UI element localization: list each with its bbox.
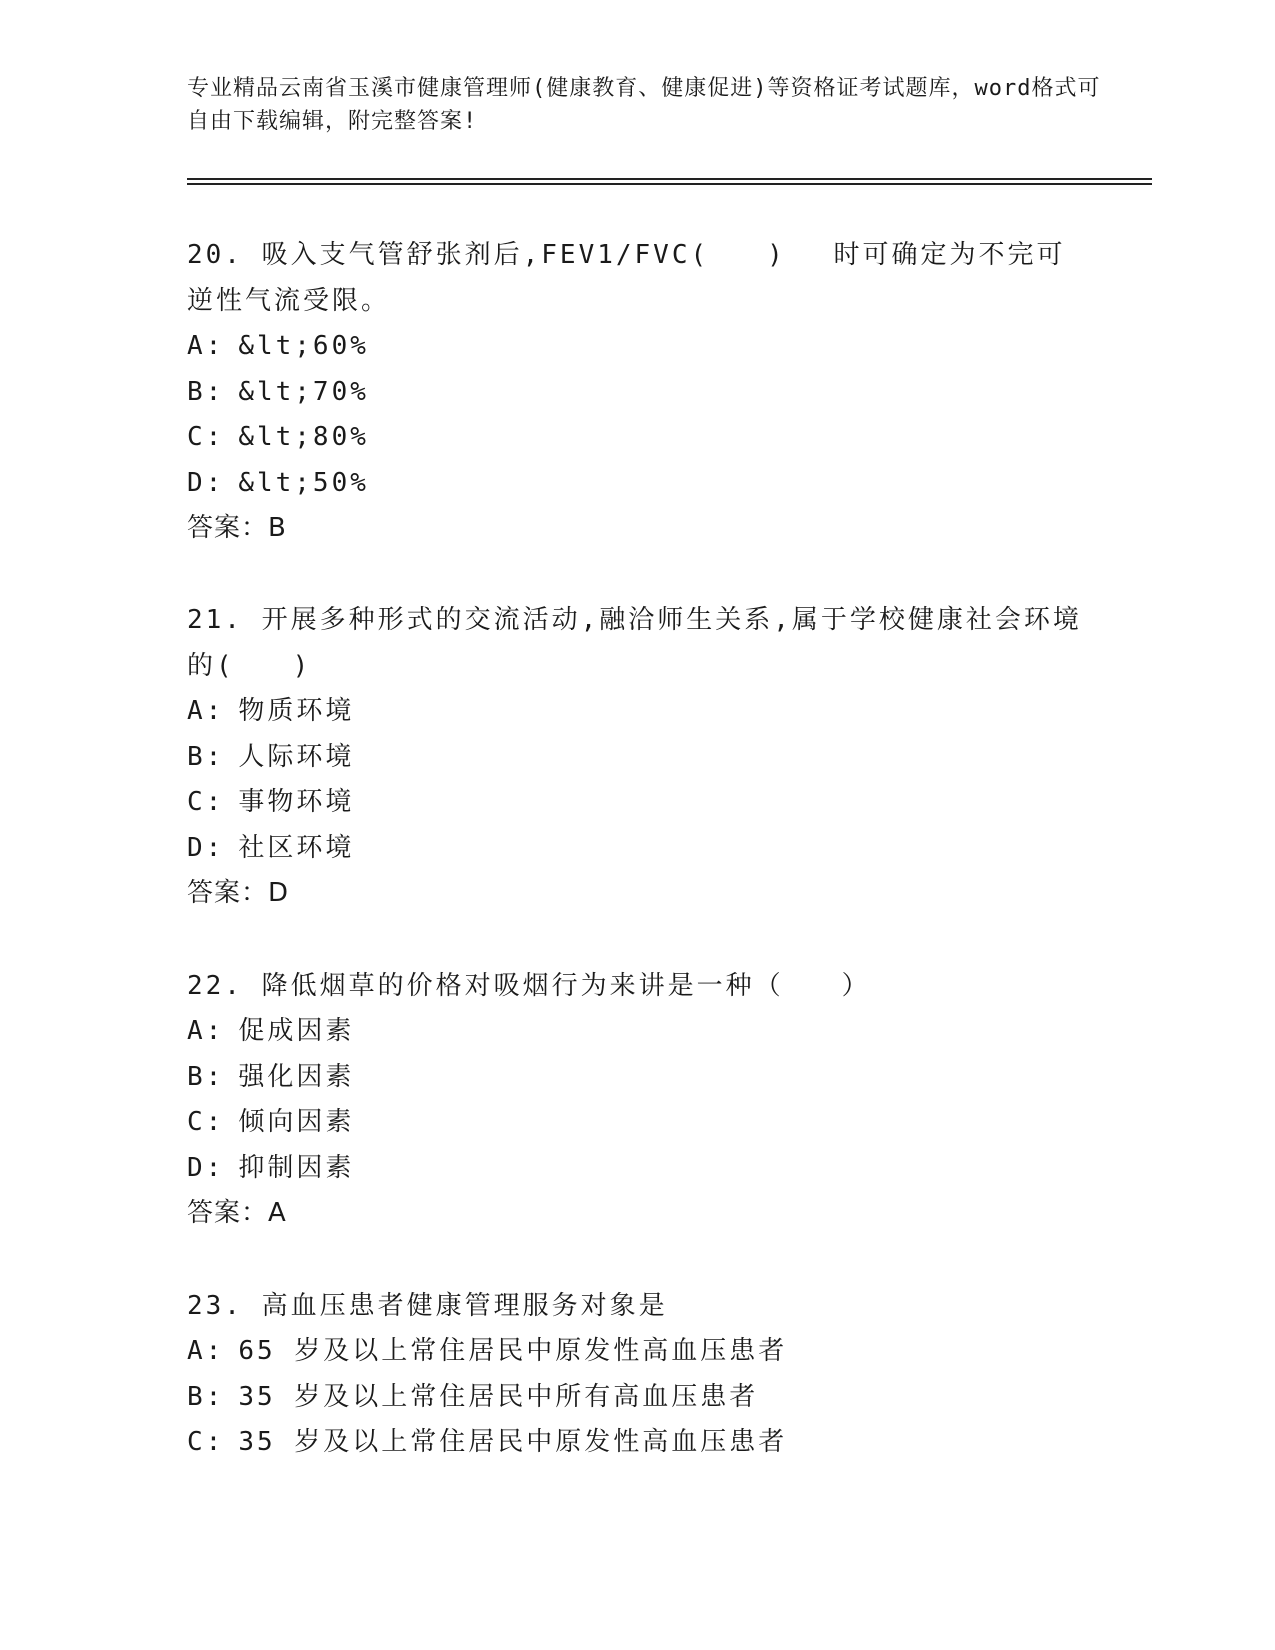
- header-divider-top: [187, 178, 1152, 180]
- option-a: [187, 689, 1087, 735]
- document-header: [187, 72, 1107, 138]
- option-d: [187, 826, 1087, 872]
- option-label: B:: [187, 376, 225, 407]
- option-text: &lt;80%: [238, 422, 369, 452]
- option-label: A:: [187, 1336, 225, 1366]
- option-c: [187, 1420, 1087, 1466]
- option-label: C:: [187, 1107, 225, 1137]
- option-b: [187, 1055, 1087, 1101]
- option-label: A:: [187, 696, 225, 726]
- question-text: 21. 开展多种形式的交流活动,融洽师生关系,属于学校健康社会环境的( ): [187, 605, 1082, 681]
- option-c: [187, 1100, 1087, 1146]
- option-d: [187, 1146, 1087, 1192]
- question-23: [187, 1283, 1087, 1466]
- option-label: D:: [187, 467, 225, 498]
- option-b: [187, 735, 1087, 781]
- option-text: 促成因素: [238, 1016, 355, 1046]
- option-label: C:: [187, 1427, 225, 1457]
- question-text: 20. 吸入支气管舒张剂后,FEV1/FVC( ) 时可确定为不完可逆性气流受限。: [187, 240, 1066, 316]
- answer-line: 答案：D: [187, 878, 290, 908]
- option-a: [187, 324, 1087, 370]
- option-text: 65 岁及以上常住居民中原发性高血压患者: [238, 1336, 788, 1366]
- option-text: 人际环境: [238, 741, 355, 772]
- question-text: 23. 高血压患者健康管理服务对象是: [187, 1291, 668, 1321]
- option-text: 社区环境: [238, 832, 355, 863]
- option-a: [187, 1329, 1087, 1375]
- header-divider-bottom: [187, 183, 1152, 185]
- option-text: &lt;70%: [238, 376, 369, 407]
- option-text: &lt;60%: [238, 331, 369, 361]
- question-20: [187, 232, 1087, 551]
- answer-line: 答案：A: [187, 1198, 287, 1228]
- option-label: D:: [187, 832, 225, 863]
- option-label: C:: [187, 787, 225, 817]
- option-text: 强化因素: [238, 1061, 355, 1092]
- option-text: 倾向因素: [238, 1107, 355, 1137]
- option-label: B:: [187, 1381, 225, 1412]
- question-text: 22. 降低烟草的价格对吸烟行为来讲是一种（ ）: [187, 971, 871, 1001]
- option-label: A:: [187, 331, 225, 361]
- answer-line: 答案：B: [187, 513, 287, 543]
- option-text: 物质环境: [238, 696, 355, 726]
- option-text: 35 岁及以上常住居民中原发性高血压患者: [238, 1427, 788, 1457]
- header-intro-text: 专业精品云南省玉溪市健康管理师(健康教育、健康促进)等资格证考试题库，word格式可自由下载编辑，附完整答案!: [187, 76, 1101, 134]
- option-c: [187, 780, 1087, 826]
- option-a: [187, 1009, 1087, 1055]
- option-c: [187, 415, 1087, 461]
- option-b: [187, 370, 1087, 416]
- option-text: 事物环境: [238, 787, 355, 817]
- option-label: C:: [187, 422, 225, 452]
- option-text: &lt;50%: [238, 467, 369, 498]
- option-label: B:: [187, 1061, 225, 1092]
- option-label: A:: [187, 1016, 225, 1046]
- option-label: D:: [187, 1152, 225, 1183]
- option-d: [187, 461, 1087, 507]
- option-text: 抑制因素: [238, 1152, 355, 1183]
- option-text: 35 岁及以上常住居民中所有高血压患者: [238, 1381, 759, 1412]
- option-label: B:: [187, 741, 225, 772]
- option-b: [187, 1375, 1087, 1421]
- question-21: [187, 597, 1087, 916]
- question-22: [187, 963, 1087, 1236]
